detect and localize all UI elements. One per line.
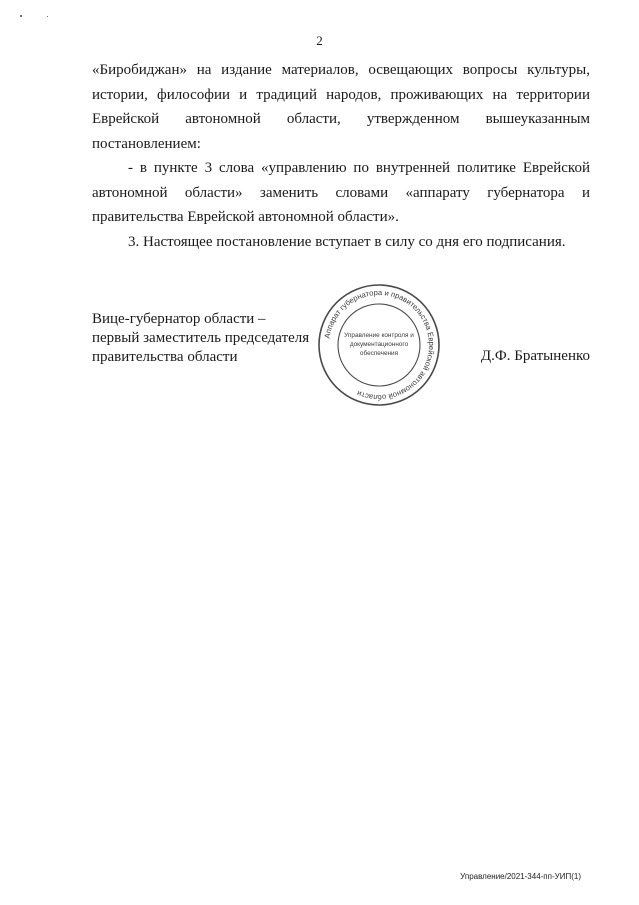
paragraph-effective-date: 3. Настоящее постановление вступает в силу со дня его подписания. (128, 233, 566, 250)
document-body (92, 58, 590, 254)
document-registration-code: Управление/2021-344-пп-УИП(1) (460, 872, 581, 881)
page-number: 2 (316, 33, 323, 48)
signatory-position-line: правительства области (92, 349, 238, 365)
paragraph-continuation: «Биробиджан» на издание материалов, освещающих вопросы культуры, истории, философии и традиций народов, проживающих на территории Еврейской автономной области, утвержденном вышеуказанным постановлением: (92, 62, 590, 152)
scan-speck (47, 16, 48, 17)
stamp-center-line: обеспечения (359, 350, 399, 357)
signatory-position (92, 310, 309, 367)
signatory-name: Д.Ф. Братыненко (480, 348, 590, 364)
stamp-center-line: Управление контроля и (344, 332, 414, 339)
official-seal-stamp (316, 282, 442, 408)
stamp-center-line: документационного (349, 341, 409, 348)
scan-speck (20, 15, 22, 17)
signatory-position-line: Вице-губернатор области – (92, 311, 266, 327)
stamp-ring-text: Аппарат губернатора и правительства Еврейской автономной области (322, 287, 437, 403)
signatory-position-line: первый заместитель председателя (92, 330, 310, 346)
paragraph-amendment: - в пункте 3 слова «управлению по внутренней политике Еврейской автономной области» заменить словами «аппарату губернатора и правительства Еврейской автономной области». (92, 160, 590, 225)
